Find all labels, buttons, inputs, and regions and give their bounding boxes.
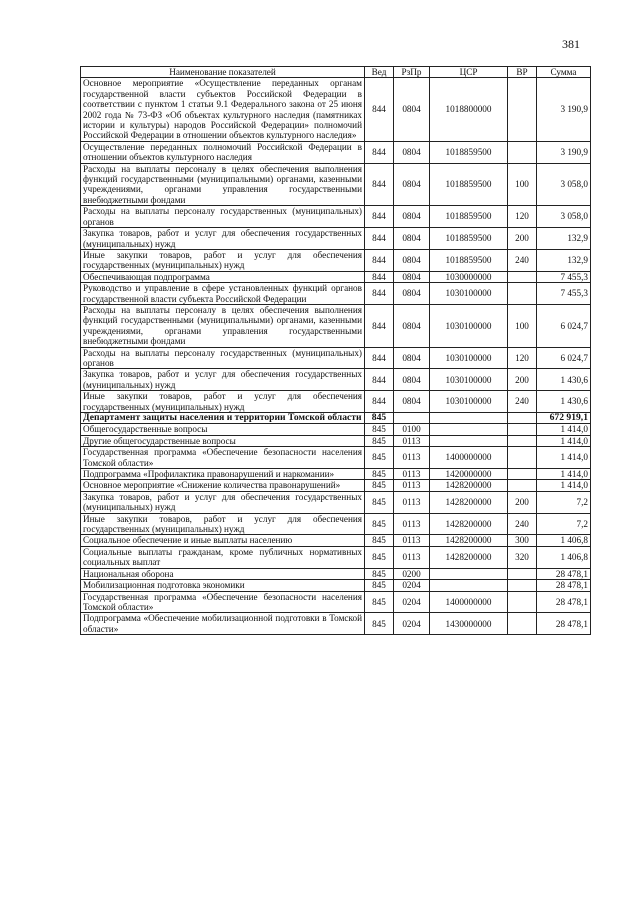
table-cell-sum: 1 406,8: [537, 535, 591, 546]
table-cell-name: Расходы на выплаты персоналу в целях обеспечения выполнения функций государственными (муниципальными) органами, казенными учреждениями, органами управления государственными внебюджетными фондами: [81, 304, 365, 347]
table-cell-ved: 844: [365, 304, 394, 347]
table-cell-name: Руководство и управление в сфере установленных функций органов государственной власти субъекта Российской Федерации: [81, 283, 365, 305]
table-cell-ved: 845: [365, 469, 394, 480]
table-cell-ved: 845: [365, 480, 394, 491]
table-cell-name: Закупка товаров, работ и услуг для обеспечения государственных (муниципальных) нужд: [81, 491, 365, 513]
table-cell-vr: 120: [508, 206, 537, 228]
table-cell-sum: 3 190,9: [537, 78, 591, 141]
table-cell-csr: 1018859500: [430, 163, 508, 206]
table-cell-vr: [508, 580, 537, 591]
table-cell-csr: 1030100000: [430, 369, 508, 391]
budget-table: [80, 66, 591, 635]
table-cell-name: Подпрограмма «Профилактика правонарушений и наркомании»: [81, 469, 365, 480]
table-cell-sum: 1 414,0: [537, 435, 591, 446]
table-cell-name: Иные закупки товаров, работ и услуг для обеспечения государственных (муниципальных) нужд: [81, 249, 365, 271]
table-cell-ved: 845: [365, 424, 394, 435]
table-cell-name: Государственная программа «Обеспечение безопасности населения Томской области»: [81, 447, 365, 469]
table-row: [81, 249, 591, 271]
table-cell-rzpr: 0804: [394, 249, 430, 271]
table-cell-csr: 1018859500: [430, 228, 508, 250]
table-cell-ved: 845: [365, 568, 394, 579]
table-cell-sum: 7 455,3: [537, 271, 591, 282]
table-cell-rzpr: 0804: [394, 271, 430, 282]
table-row: [81, 469, 591, 480]
table-row: [81, 283, 591, 305]
table-cell-ved: 845: [365, 580, 394, 591]
table-cell-csr: 1030100000: [430, 304, 508, 347]
table-row: [81, 206, 591, 228]
table-cell-ved: 844: [365, 249, 394, 271]
table-cell-sum: 3 058,0: [537, 163, 591, 206]
table-cell-sum: 1 414,0: [537, 447, 591, 469]
table-cell-sum: 1 430,6: [537, 369, 591, 391]
table-cell-name: Национальная оборона: [81, 568, 365, 579]
table-row: [81, 228, 591, 250]
table-cell-csr: 1030000000: [430, 271, 508, 282]
table-cell-ved: 844: [365, 347, 394, 369]
table-cell-ved: 844: [365, 283, 394, 305]
table-cell-rzpr: 0204: [394, 591, 430, 613]
table-row: [81, 141, 591, 163]
table-cell-sum: 1 414,0: [537, 480, 591, 491]
table-cell-rzpr: 0113: [394, 491, 430, 513]
table-cell-vr: 320: [508, 546, 537, 568]
table-cell-vr: [508, 435, 537, 446]
table-cell-csr: 1428200000: [430, 480, 508, 491]
table-cell-vr: 200: [508, 228, 537, 250]
table-cell-rzpr: 0804: [394, 391, 430, 413]
table-cell-vr: 240: [508, 513, 537, 535]
table-row: [81, 78, 591, 141]
table-cell-csr: 1428200000: [430, 535, 508, 546]
table-row: [81, 347, 591, 369]
table-cell-vr: [508, 271, 537, 282]
table-cell-ved: 845: [365, 591, 394, 613]
table-cell-ved: 844: [365, 78, 394, 141]
table-row: [81, 424, 591, 435]
table-cell-name: Осуществление переданных полномочий Российской Федерации в отношении объектов культурного наследия: [81, 141, 365, 163]
table-cell-ved: 845: [365, 435, 394, 446]
table-cell-name: Расходы на выплаты персоналу в целях обеспечения выполнения функций государственными (муниципальными) органами, казенными учреждениями, органами управления государственными внебюджетными фондами: [81, 163, 365, 206]
table-cell-csr: [430, 580, 508, 591]
table-cell-sum: 7,2: [537, 513, 591, 535]
table-cell-name: Закупка товаров, работ и услуг для обеспечения государственных (муниципальных) нужд: [81, 228, 365, 250]
table-row: [81, 513, 591, 535]
table-cell-rzpr: [394, 413, 430, 424]
table-cell-vr: 240: [508, 391, 537, 413]
table-cell-csr: [430, 424, 508, 435]
table-cell-rzpr: 0804: [394, 283, 430, 305]
table-cell-rzpr: 0804: [394, 369, 430, 391]
table-cell-vr: [508, 480, 537, 491]
table-cell-name: Общегосударственные вопросы: [81, 424, 365, 435]
table-cell-rzpr: 0804: [394, 206, 430, 228]
table-cell-name: Иные закупки товаров, работ и услуг для обеспечения государственных (муниципальных) нужд: [81, 391, 365, 413]
table-cell-sum: 28 478,1: [537, 613, 591, 635]
table-cell-ved: 845: [365, 613, 394, 635]
table-cell-name: Иные закупки товаров, работ и услуг для обеспечения государственных (муниципальных) нужд: [81, 513, 365, 535]
table-cell-name: Государственная программа «Обеспечение безопасности населения Томской области»: [81, 591, 365, 613]
table-cell-ved: 845: [365, 413, 394, 424]
table-cell-rzpr: 0100: [394, 424, 430, 435]
table-cell-csr: 1430000000: [430, 613, 508, 635]
table-cell-sum: 672 919,1: [537, 413, 591, 424]
table-cell-vr: [508, 613, 537, 635]
table-cell-ved: 844: [365, 271, 394, 282]
table-cell-rzpr: 0113: [394, 546, 430, 568]
table-cell-rzpr: 0804: [394, 141, 430, 163]
table-cell-name: Основное мероприятие «Осуществление переданных органам государственной власти субъектов Российской Федерации в соответствии с пунктом 1 статьи 9.1 Федерального закона от 25 июня 2002 года № 73-ФЗ «Об объектах культурного наследия (памятниках истории и культуры) народов Российской Федерации» полномочий Российской Федерации в отношении объектов культурного наследия»: [81, 78, 365, 141]
table-cell-csr: 1018800000: [430, 78, 508, 141]
header-vr: ВР: [508, 67, 537, 78]
table-cell-sum: 28 478,1: [537, 591, 591, 613]
table-cell-rzpr: 0204: [394, 580, 430, 591]
table-cell-csr: [430, 413, 508, 424]
table-cell-sum: 1 430,6: [537, 391, 591, 413]
table-cell-rzpr: 0113: [394, 480, 430, 491]
table-cell-sum: 28 478,1: [537, 568, 591, 579]
table-cell-vr: 300: [508, 535, 537, 546]
table-cell-csr: 1428200000: [430, 546, 508, 568]
table-cell-vr: [508, 568, 537, 579]
table-cell-name: Мобилизационная подготовка экономики: [81, 580, 365, 591]
table-cell-csr: 1030100000: [430, 347, 508, 369]
table-cell-ved: 845: [365, 447, 394, 469]
table-row: [81, 304, 591, 347]
table-cell-rzpr: 0804: [394, 304, 430, 347]
table-cell-ved: 844: [365, 369, 394, 391]
table-row: [81, 413, 591, 424]
table-cell-vr: 120: [508, 347, 537, 369]
table-row: [81, 546, 591, 568]
table-row: [81, 447, 591, 469]
table-row: [81, 580, 591, 591]
table-cell-rzpr: 0113: [394, 435, 430, 446]
header-sum: Сумма: [537, 67, 591, 78]
table-cell-rzpr: 0804: [394, 78, 430, 141]
table-cell-ved: 844: [365, 228, 394, 250]
table-cell-rzpr: 0200: [394, 568, 430, 579]
table-cell-sum: 132,9: [537, 228, 591, 250]
table-cell-ved: 845: [365, 491, 394, 513]
table-cell-ved: 845: [365, 513, 394, 535]
table-cell-name: Закупка товаров, работ и услуг для обеспечения государственных (муниципальных) нужд: [81, 369, 365, 391]
table-cell-vr: [508, 283, 537, 305]
table-cell-vr: 100: [508, 304, 537, 347]
header-csr: ЦСР: [430, 67, 508, 78]
table-cell-csr: 1400000000: [430, 591, 508, 613]
table-cell-sum: 7 455,3: [537, 283, 591, 305]
table-cell-ved: 844: [365, 391, 394, 413]
table-row: [81, 613, 591, 635]
header-name: Наименование показателей: [81, 67, 365, 78]
table-cell-name: Социальное обеспечение и иные выплаты населению: [81, 535, 365, 546]
table-cell-name: Расходы на выплаты персоналу государственных (муниципальных) органов: [81, 347, 365, 369]
table-row: [81, 491, 591, 513]
table-cell-name: Подпрограмма «Обеспечение мобилизационной подготовки в Томской области»: [81, 613, 365, 635]
table-cell-rzpr: 0113: [394, 447, 430, 469]
table-cell-ved: 844: [365, 141, 394, 163]
table-cell-csr: 1428200000: [430, 491, 508, 513]
table-cell-csr: [430, 435, 508, 446]
table-cell-vr: 100: [508, 163, 537, 206]
table-cell-ved: 845: [365, 535, 394, 546]
table-cell-csr: 1428200000: [430, 513, 508, 535]
table-cell-sum: 6 024,7: [537, 347, 591, 369]
table-cell-rzpr: 0804: [394, 228, 430, 250]
table-cell-sum: 132,9: [537, 249, 591, 271]
table-cell-vr: [508, 469, 537, 480]
header-rzpr: РзПр: [394, 67, 430, 78]
table-cell-rzpr: 0204: [394, 613, 430, 635]
table-cell-sum: 1 406,8: [537, 546, 591, 568]
table-cell-sum: 1 414,0: [537, 469, 591, 480]
table-cell-vr: [508, 424, 537, 435]
table-cell-csr: [430, 568, 508, 579]
table-cell-vr: 240: [508, 249, 537, 271]
table-cell-ved: 844: [365, 163, 394, 206]
table-cell-rzpr: 0113: [394, 535, 430, 546]
table-cell-csr: 1018859500: [430, 141, 508, 163]
table-header-row: [81, 67, 591, 78]
table-cell-name: Департамент защиты населения и территории Томской области: [81, 413, 365, 424]
table-cell-vr: [508, 591, 537, 613]
table-cell-name: Другие общегосударственные вопросы: [81, 435, 365, 446]
table-cell-vr: [508, 413, 537, 424]
table-cell-sum: 3 058,0: [537, 206, 591, 228]
table-cell-ved: 845: [365, 546, 394, 568]
table-cell-csr: 1018859500: [430, 206, 508, 228]
table-row: [81, 163, 591, 206]
table-row: [81, 271, 591, 282]
table-cell-name: Обеспечивающая подпрограмма: [81, 271, 365, 282]
page-number: 381: [562, 37, 580, 51]
table-cell-sum: 28 478,1: [537, 580, 591, 591]
table-row: [81, 369, 591, 391]
table-cell-rzpr: 0804: [394, 163, 430, 206]
table-cell-csr: 1030100000: [430, 283, 508, 305]
table-cell-csr: 1420000000: [430, 469, 508, 480]
table-cell-name: Социальные выплаты гражданам, кроме публичных нормативных социальных выплат: [81, 546, 365, 568]
table-row: [81, 535, 591, 546]
table-cell-name: Расходы на выплаты персоналу государственных (муниципальных) органов: [81, 206, 365, 228]
table-cell-vr: [508, 447, 537, 469]
table-cell-name: Основное мероприятие «Снижение количества правонарушений»: [81, 480, 365, 491]
table-cell-rzpr: 0804: [394, 347, 430, 369]
table-row: [81, 591, 591, 613]
table-cell-vr: 200: [508, 491, 537, 513]
table-cell-csr: 1018859500: [430, 249, 508, 271]
table-row: [81, 480, 591, 491]
table-row: [81, 391, 591, 413]
table-cell-rzpr: 0113: [394, 513, 430, 535]
table-cell-csr: 1400000000: [430, 447, 508, 469]
table-cell-sum: 6 024,7: [537, 304, 591, 347]
table-row: [81, 435, 591, 446]
table-cell-vr: 200: [508, 369, 537, 391]
table-cell-sum: 3 190,9: [537, 141, 591, 163]
table-cell-ved: 844: [365, 206, 394, 228]
table-cell-vr: [508, 78, 537, 141]
table-cell-vr: [508, 141, 537, 163]
table-cell-rzpr: 0113: [394, 469, 430, 480]
table-row: [81, 568, 591, 579]
table-cell-sum: 1 414,0: [537, 424, 591, 435]
table-cell-sum: 7,2: [537, 491, 591, 513]
header-ved: Вед: [365, 67, 394, 78]
table-cell-csr: 1030100000: [430, 391, 508, 413]
